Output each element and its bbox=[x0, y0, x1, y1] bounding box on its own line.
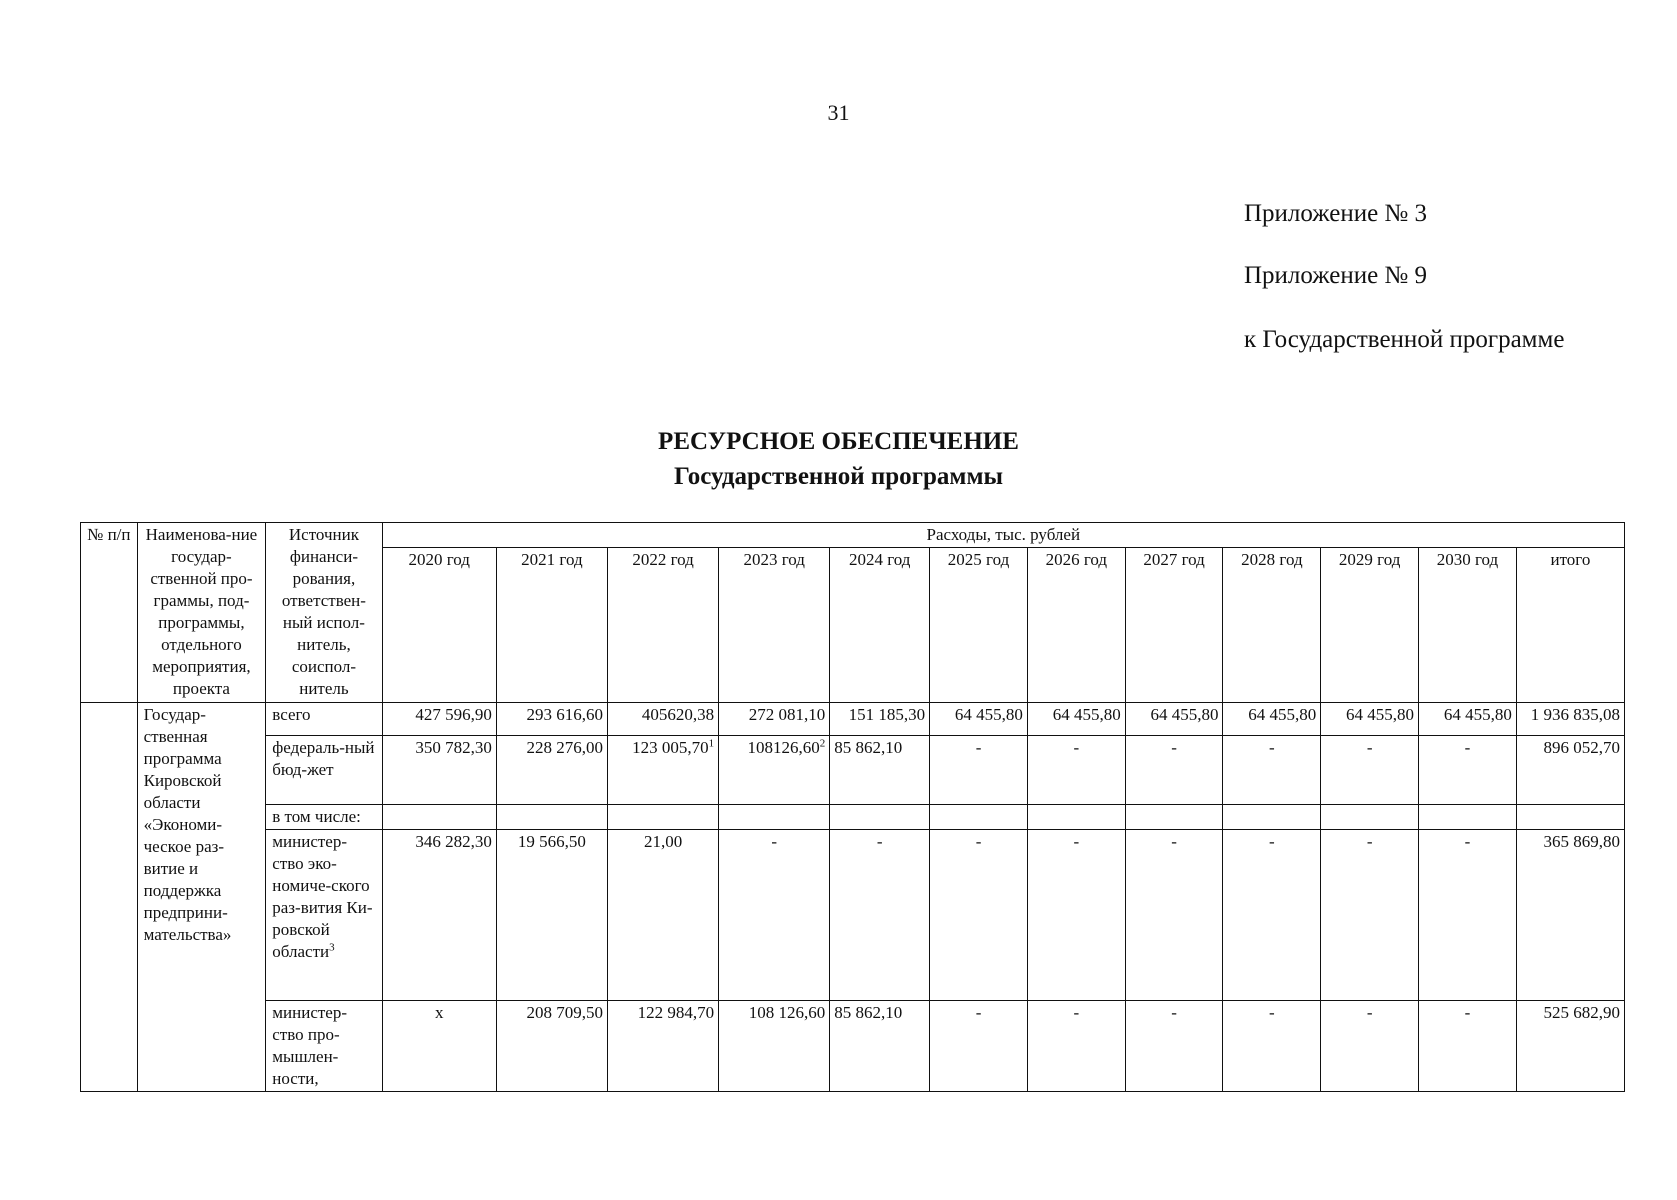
document-title: РЕСУРСНОЕ ОБЕСПЕЧЕНИЕ bbox=[658, 428, 1019, 455]
empty-cell bbox=[1321, 805, 1419, 830]
header-total: итого bbox=[1516, 548, 1624, 703]
value-cell: - bbox=[1027, 830, 1125, 1001]
value-cell bbox=[607, 736, 718, 805]
value-cell: - bbox=[1125, 1001, 1223, 1092]
total-cell: 525 682,90 bbox=[1516, 1001, 1624, 1092]
value-cell: - bbox=[1027, 736, 1125, 805]
empty-cell bbox=[1027, 805, 1125, 830]
value-cell: 64 455,80 bbox=[930, 703, 1028, 736]
value-cell: - bbox=[1419, 1001, 1517, 1092]
value-cell: 64 455,80 bbox=[1419, 703, 1517, 736]
value-cell: - bbox=[1321, 830, 1419, 1001]
value-cell: 293 616,60 bbox=[496, 703, 607, 736]
header-num: № п/п bbox=[81, 523, 138, 703]
value-cell bbox=[496, 736, 607, 805]
total-cell: 1 936 835,08 bbox=[1516, 703, 1624, 736]
value-cell: - bbox=[1321, 736, 1419, 805]
total-cell: 365 869,80 bbox=[1516, 830, 1624, 1001]
empty-cell bbox=[830, 805, 930, 830]
value-cell: - bbox=[719, 830, 830, 1001]
value-cell: 405620,38 bbox=[607, 703, 718, 736]
empty-cell bbox=[496, 805, 607, 830]
header-year: 2028 год bbox=[1223, 548, 1321, 703]
header-year: 2030 год bbox=[1419, 548, 1517, 703]
value-cell: - bbox=[1321, 1001, 1419, 1092]
value-cell: - bbox=[1419, 830, 1517, 1001]
value-cell: - bbox=[1419, 736, 1517, 805]
table-row bbox=[81, 830, 1625, 1001]
header-year: 2021 год bbox=[496, 548, 607, 703]
empty-cell bbox=[1125, 805, 1223, 830]
appendix-line-3: к Государственной программе bbox=[1244, 326, 1565, 353]
source-cell bbox=[266, 830, 382, 1001]
value-cell: - bbox=[1223, 830, 1321, 1001]
value-cell: 122 984,70 bbox=[607, 1001, 718, 1092]
value-cell: - bbox=[1027, 1001, 1125, 1092]
source-cell: в том числе: bbox=[266, 805, 382, 830]
table-row bbox=[81, 1001, 1625, 1092]
value-text: 123 005,70 bbox=[632, 738, 709, 757]
value-cell: - bbox=[1223, 736, 1321, 805]
value-cell: - bbox=[830, 830, 930, 1001]
resource-table bbox=[80, 522, 1625, 1092]
header-year: 2022 год bbox=[607, 548, 718, 703]
value-cell: - bbox=[1223, 1001, 1321, 1092]
appendix-line-1: Приложение № 3 bbox=[1244, 200, 1428, 227]
appendix-line-2: Приложение № 9 bbox=[1244, 262, 1428, 289]
value-cell: - bbox=[1125, 736, 1223, 805]
footnote-mark: 1 bbox=[708, 737, 715, 750]
header-year: 2020 год bbox=[382, 548, 496, 703]
value-cell: - bbox=[930, 736, 1028, 805]
source-cell: всего bbox=[266, 703, 382, 736]
footnote-mark: 3 bbox=[329, 941, 335, 954]
document-subtitle: Государственной программы bbox=[673, 463, 1004, 490]
empty-cell bbox=[930, 805, 1028, 830]
value-text: 228 276,00 bbox=[526, 738, 603, 757]
source-cell: министер-ство про-мышлен-ности, bbox=[266, 1001, 382, 1092]
value-cell: 151 185,30 bbox=[830, 703, 930, 736]
empty-cell bbox=[607, 805, 718, 830]
value-cell: - bbox=[930, 830, 1028, 1001]
empty-cell bbox=[1419, 805, 1517, 830]
header-source: Источник финанси-рования, ответствен-ный испол-нитель, соиспол-нитель bbox=[266, 523, 382, 703]
source-text: министер-ство эко-номиче-ского раз-вития Ки-ровской области bbox=[272, 832, 373, 961]
value-cell: 346 282,30 bbox=[382, 830, 496, 1001]
value-cell: 64 455,80 bbox=[1321, 703, 1419, 736]
empty-cell bbox=[382, 805, 496, 830]
value-cell: 85 862,10 bbox=[830, 1001, 930, 1092]
empty-cell bbox=[719, 805, 830, 830]
value-text: 350 782,30 bbox=[415, 738, 492, 757]
value-cell: 64 455,80 bbox=[1223, 703, 1321, 736]
empty-cell bbox=[1223, 805, 1321, 830]
value-text: 108126,60 bbox=[747, 738, 820, 757]
value-cell: х bbox=[382, 1001, 496, 1092]
header-year: 2029 год bbox=[1321, 548, 1419, 703]
value-cell: - bbox=[1125, 830, 1223, 1001]
program-name-cell: Государ-ственная программа Кировской области «Экономи-ческое раз-витие и поддержка предприни-мательства» bbox=[137, 703, 266, 1092]
value-text: 85 862,10 bbox=[834, 738, 903, 757]
header-year: 2027 год bbox=[1125, 548, 1223, 703]
value-cell: 64 455,80 bbox=[1027, 703, 1125, 736]
header-year: 2026 год bbox=[1027, 548, 1125, 703]
value-cell: 108 126,60 bbox=[719, 1001, 830, 1092]
value-cell: 272 081,10 bbox=[719, 703, 830, 736]
row-number-cell bbox=[81, 703, 138, 1092]
header-year: 2023 год bbox=[719, 548, 830, 703]
table-row bbox=[81, 805, 1625, 830]
empty-cell bbox=[1516, 805, 1624, 830]
table-row bbox=[81, 703, 1625, 736]
total-cell: 896 052,70 bbox=[1516, 736, 1624, 805]
value-cell: 19 566,50 bbox=[496, 830, 607, 1001]
value-cell bbox=[830, 736, 930, 805]
table-row bbox=[81, 736, 1625, 805]
value-cell bbox=[719, 736, 830, 805]
value-cell bbox=[382, 736, 496, 805]
value-cell: - bbox=[930, 1001, 1028, 1092]
header-year: 2024 год bbox=[830, 548, 930, 703]
value-cell: 21,00 bbox=[607, 830, 718, 1001]
value-cell: 208 709,50 bbox=[496, 1001, 607, 1092]
value-cell: 64 455,80 bbox=[1125, 703, 1223, 736]
footnote-mark: 2 bbox=[819, 737, 826, 750]
header-expenses: Расходы, тыс. рублей bbox=[382, 523, 1624, 548]
header-year: 2025 год bbox=[930, 548, 1028, 703]
page-number: 31 bbox=[827, 100, 850, 125]
value-cell: 427 596,90 bbox=[382, 703, 496, 736]
source-cell: федераль-ный бюд-жет bbox=[266, 736, 382, 805]
header-name: Наименова-ние государ-ственной про-граммы, под-программы, отдельного мероприятия, проекта bbox=[137, 523, 266, 703]
